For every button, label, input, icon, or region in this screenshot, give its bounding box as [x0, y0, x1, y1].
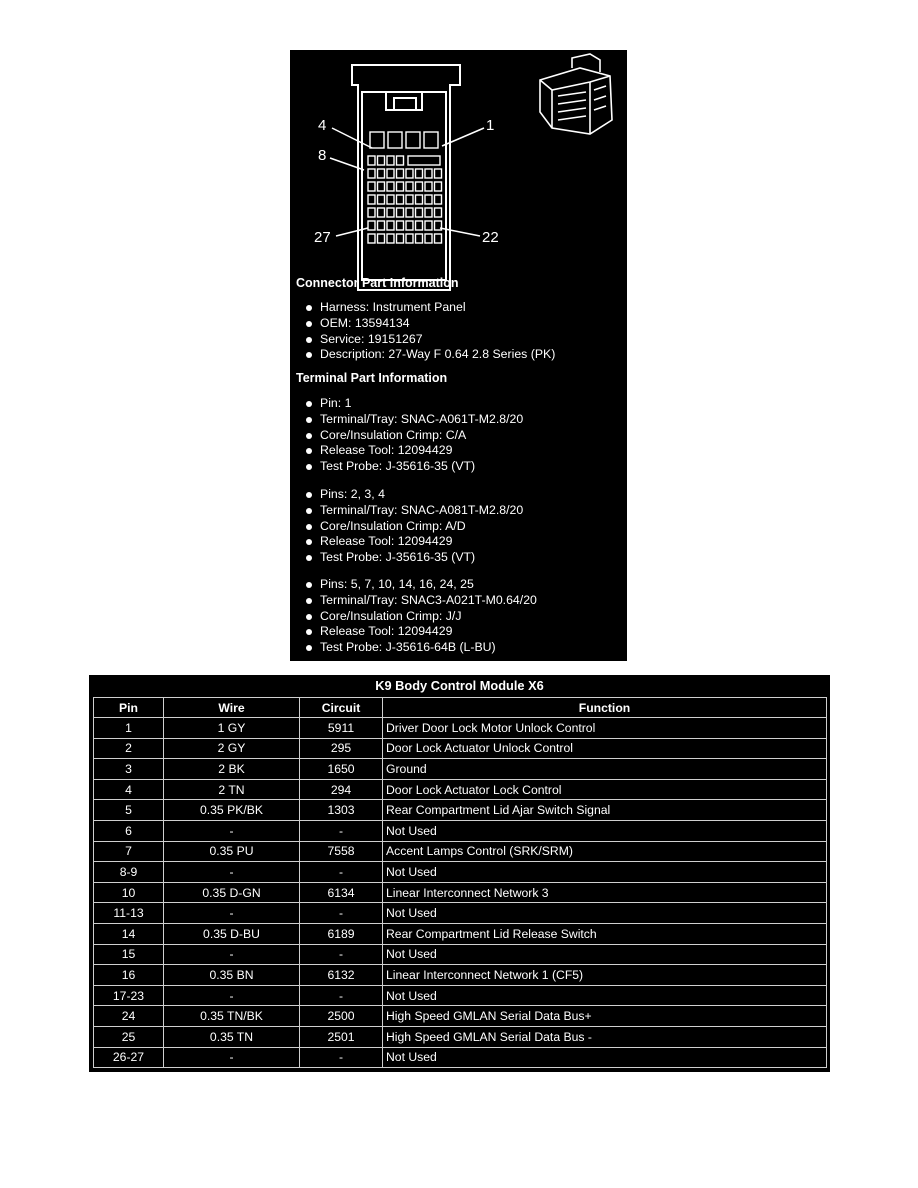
terminal-cavity	[388, 132, 402, 148]
pin-cavity	[425, 234, 432, 243]
cell-function: Linear Interconnect Network 1 (CF5)	[383, 965, 827, 986]
pin-cavity	[406, 221, 413, 230]
pin-cavity	[368, 208, 375, 217]
header-function: Function	[383, 698, 827, 718]
cell-pin: 8-9	[94, 862, 164, 883]
list-item: Terminal/Tray: SNAC3-A021T-M0.64/20	[298, 593, 537, 609]
header-wire: Wire	[164, 698, 300, 718]
pin-cavity	[425, 169, 432, 178]
list-item: OEM: 13594134	[298, 316, 555, 332]
cell-wire: 2 BK	[164, 759, 300, 780]
pin-cavity	[368, 195, 375, 204]
cell-pin: 25	[94, 1026, 164, 1047]
table-row	[94, 944, 827, 965]
cell-circuit: -	[300, 944, 383, 965]
pin-cavity	[406, 208, 413, 217]
cell-pin: 5	[94, 800, 164, 821]
cell-wire: 2 GY	[164, 738, 300, 759]
pin-cavity	[397, 169, 404, 178]
pin-cavity	[378, 195, 385, 204]
pin-cavity	[387, 234, 394, 243]
pin-cavity	[378, 234, 385, 243]
pin-cavity	[425, 221, 432, 230]
pin-cavity	[435, 208, 442, 217]
list-item: Harness: Instrument Panel	[298, 300, 555, 316]
list-item: Release Tool: 12094429	[298, 534, 523, 550]
pin-cavity	[397, 156, 404, 165]
cell-circuit: 7558	[300, 841, 383, 862]
table-title: K9 Body Control Module X6	[375, 678, 544, 693]
pin-cavity	[378, 169, 385, 178]
pin-cavity	[435, 195, 442, 204]
pin-cavity	[368, 169, 375, 178]
cell-wire: 1 GY	[164, 718, 300, 739]
pin-cavity	[387, 221, 394, 230]
pin-cavity	[387, 208, 394, 217]
cell-pin: 1	[94, 718, 164, 739]
table-row	[94, 862, 827, 883]
table-row	[94, 759, 827, 780]
cell-function: Rear Compartment Lid Release Switch	[383, 923, 827, 944]
pin-label-4: 4	[318, 117, 327, 134]
terminal-cavity	[424, 132, 438, 148]
cell-function: Ground	[383, 759, 827, 780]
pin-cavity	[387, 156, 394, 165]
pin-cavity	[435, 169, 442, 178]
table-row	[94, 718, 827, 739]
cell-function: Not Used	[383, 862, 827, 883]
cell-circuit: 6134	[300, 882, 383, 903]
list-item: Description: 27-Way F 0.64 2.8 Series (PK)	[298, 347, 555, 363]
connector-info-title: Connector Part Information	[296, 276, 459, 290]
pin-cavity	[406, 195, 413, 204]
pin-cavity	[387, 182, 394, 191]
cell-function: Rear Compartment Lid Ajar Switch Signal	[383, 800, 827, 821]
cell-pin: 3	[94, 759, 164, 780]
pin-cavity	[435, 234, 442, 243]
cell-function: Door Lock Actuator Lock Control	[383, 779, 827, 800]
cell-circuit: 2500	[300, 1006, 383, 1027]
table-row	[94, 903, 827, 924]
table-row	[94, 965, 827, 986]
cell-circuit: 294	[300, 779, 383, 800]
cell-wire: 0.35 D-GN	[164, 882, 300, 903]
pin-cavity	[397, 182, 404, 191]
pin-cavity	[425, 208, 432, 217]
table-row	[94, 1047, 827, 1068]
cell-pin: 6	[94, 820, 164, 841]
cell-function: Not Used	[383, 903, 827, 924]
cell-wire: -	[164, 1047, 300, 1068]
list-item: Pins: 2, 3, 4	[298, 487, 523, 503]
cell-function: High Speed GMLAN Serial Data Bus+	[383, 1006, 827, 1027]
cell-wire: 0.35 TN/BK	[164, 1006, 300, 1027]
pinout-table-panel	[89, 675, 830, 1072]
table-row	[94, 738, 827, 759]
pin-label-22: 22	[482, 229, 499, 246]
keying-slot	[408, 156, 440, 165]
cell-wire: 0.35 TN	[164, 1026, 300, 1047]
pin-cavity	[406, 182, 413, 191]
list-item: Test Probe: J-35616-64B (L-BU)	[298, 640, 537, 656]
cell-wire: -	[164, 903, 300, 924]
terminal-cavity	[406, 132, 420, 148]
list-item: Pins: 5, 7, 10, 14, 16, 24, 25	[298, 577, 537, 593]
cell-pin: 2	[94, 738, 164, 759]
pin-cavity	[416, 195, 423, 204]
list-item: Release Tool: 12094429	[298, 443, 523, 459]
list-item: Core/Insulation Crimp: C/A	[298, 428, 523, 444]
cell-pin: 14	[94, 923, 164, 944]
cell-circuit: 6132	[300, 965, 383, 986]
cell-wire: 2 TN	[164, 779, 300, 800]
header-pin: Pin	[94, 698, 164, 718]
list-item: Pin: 1	[298, 396, 523, 412]
cell-pin: 11-13	[94, 903, 164, 924]
cell-circuit: 295	[300, 738, 383, 759]
terminal-group-3	[298, 577, 537, 656]
list-item: Terminal/Tray: SNAC-A081T-M2.8/20	[298, 503, 523, 519]
list-item: Test Probe: J-35616-35 (VT)	[298, 459, 523, 475]
pin-label-8: 8	[318, 147, 327, 164]
pin-cavity	[368, 221, 375, 230]
pin-cavity	[416, 169, 423, 178]
table-header-row	[94, 698, 827, 718]
table-row	[94, 800, 827, 821]
pin-cavity	[416, 182, 423, 191]
pin-cavity	[387, 195, 394, 204]
cell-circuit: -	[300, 820, 383, 841]
pin-cavity	[378, 156, 385, 165]
cell-pin: 16	[94, 965, 164, 986]
terminal-group-2	[298, 487, 523, 566]
terminal-info-title: Terminal Part Information	[296, 371, 448, 385]
pin-cavity	[425, 182, 432, 191]
list-item: Test Probe: J-35616-35 (VT)	[298, 550, 523, 566]
cell-pin: 10	[94, 882, 164, 903]
pin-cavity	[425, 195, 432, 204]
cell-pin: 7	[94, 841, 164, 862]
connector-3d-view	[540, 54, 612, 134]
pin-cavity	[397, 221, 404, 230]
list-item: Service: 19151267	[298, 332, 555, 348]
header-circuit: Circuit	[300, 698, 383, 718]
cell-function: Not Used	[383, 944, 827, 965]
terminal-group-1	[298, 396, 523, 475]
pin-cavity	[416, 234, 423, 243]
cell-pin: 4	[94, 779, 164, 800]
terminal-cavity	[370, 132, 384, 148]
cell-circuit: 2501	[300, 1026, 383, 1047]
pin-cavity	[397, 234, 404, 243]
pin-cavity	[378, 221, 385, 230]
cell-pin: 26-27	[94, 1047, 164, 1068]
pin-cavity	[368, 156, 375, 165]
table-row	[94, 841, 827, 862]
cell-pin: 15	[94, 944, 164, 965]
pin-cavity	[397, 208, 404, 217]
list-item: Terminal/Tray: SNAC-A061T-M2.8/20	[298, 412, 523, 428]
list-item: Core/Insulation Crimp: A/D	[298, 519, 523, 535]
pin-cavity	[416, 221, 423, 230]
table-row	[94, 985, 827, 1006]
table-row	[94, 923, 827, 944]
list-item: Core/Insulation Crimp: J/J	[298, 609, 537, 625]
cell-wire: -	[164, 944, 300, 965]
cell-function: Not Used	[383, 1047, 827, 1068]
cell-pin: 17-23	[94, 985, 164, 1006]
cell-wire: 0.35 PK/BK	[164, 800, 300, 821]
cell-circuit: -	[300, 862, 383, 883]
cell-function: Not Used	[383, 985, 827, 1006]
cell-wire: 0.35 D-BU	[164, 923, 300, 944]
table-body	[94, 718, 827, 1068]
cell-wire: -	[164, 985, 300, 1006]
table-row	[94, 779, 827, 800]
table-row	[94, 1026, 827, 1047]
cell-function: Linear Interconnect Network 3	[383, 882, 827, 903]
table-row	[94, 820, 827, 841]
pin-cavity	[435, 182, 442, 191]
pin-cavity	[387, 169, 394, 178]
cell-function: Driver Door Lock Motor Unlock Control	[383, 718, 827, 739]
cell-function: Not Used	[383, 820, 827, 841]
pin-cavity	[368, 182, 375, 191]
cell-wire: 0.35 PU	[164, 841, 300, 862]
pin-cavity	[397, 195, 404, 204]
cell-function: Door Lock Actuator Unlock Control	[383, 738, 827, 759]
cell-circuit: 5911	[300, 718, 383, 739]
pin-cavity	[378, 208, 385, 217]
pin-cavity	[378, 182, 385, 191]
pin-cavity	[406, 169, 413, 178]
pin-cavity	[368, 234, 375, 243]
cell-circuit: -	[300, 985, 383, 1006]
cell-wire: -	[164, 820, 300, 841]
cell-circuit: 1303	[300, 800, 383, 821]
cell-function: Accent Lamps Control (SRK/SRM)	[383, 841, 827, 862]
pinout-table	[93, 697, 827, 1068]
cell-circuit: -	[300, 1047, 383, 1068]
pin-cavity	[416, 208, 423, 217]
table-row	[94, 1006, 827, 1027]
cell-circuit: 6189	[300, 923, 383, 944]
table-row	[94, 882, 827, 903]
cell-pin: 24	[94, 1006, 164, 1027]
cell-function: High Speed GMLAN Serial Data Bus -	[383, 1026, 827, 1047]
cell-circuit: -	[300, 903, 383, 924]
cell-wire: -	[164, 862, 300, 883]
cell-wire: 0.35 BN	[164, 965, 300, 986]
cell-circuit: 1650	[300, 759, 383, 780]
list-item: Release Tool: 12094429	[298, 624, 537, 640]
pin-label-1: 1	[486, 117, 495, 134]
pin-label-27: 27	[314, 229, 331, 246]
pin-cavity	[406, 234, 413, 243]
connector-info-panel	[290, 50, 627, 661]
connector-info-list	[298, 300, 555, 363]
